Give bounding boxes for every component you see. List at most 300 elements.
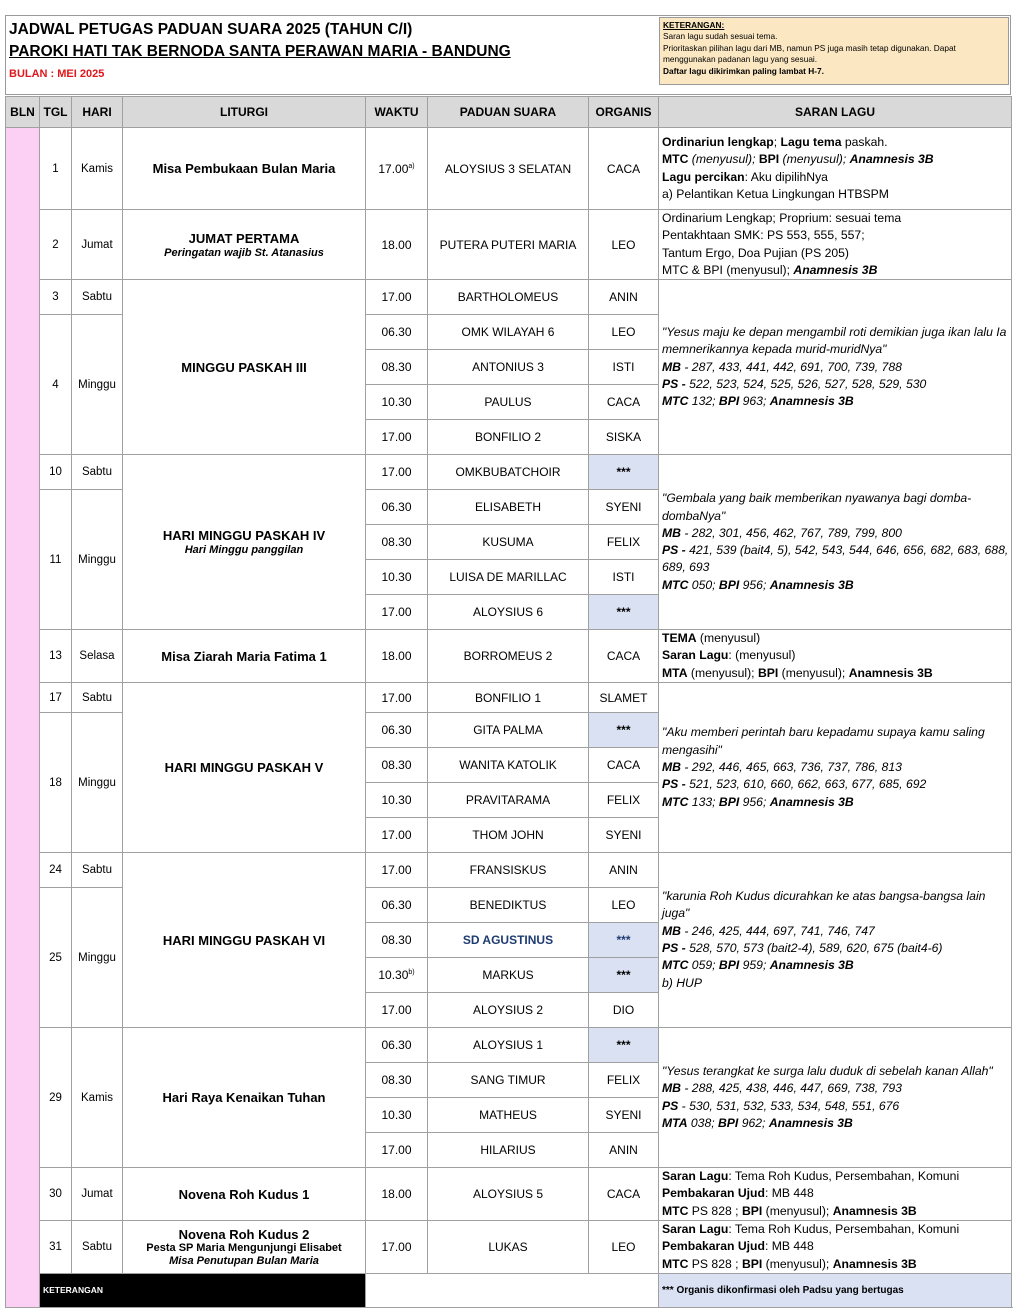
liturgy-cell: [123, 210, 366, 280]
col-header-tgl: TGL: [40, 97, 72, 128]
suggestion-line: [662, 794, 1011, 811]
suggestion-text: : MB 448: [764, 1239, 814, 1254]
choir-cell: ANTONIUS 3: [428, 350, 589, 385]
choir-cell: BONFILIO 2: [428, 420, 589, 455]
suggestion-line: [662, 630, 1011, 647]
suggestion-bold: MTC: [662, 1203, 689, 1218]
notes-line: Saran lagu sudah sesuai tema.: [663, 31, 778, 42]
suggestion-bold: MTC: [662, 1256, 689, 1271]
suggestion-bold: MB: [662, 759, 681, 774]
liturgy-title: Novena Roh Kudus 2: [178, 1226, 310, 1242]
song-suggestion-cell: [659, 683, 1012, 853]
organist-cell: FELIX: [589, 783, 659, 818]
organist-cell: CACA: [589, 630, 659, 683]
suggestion-text: (menyusul): [696, 631, 761, 646]
suggestion-theme: "Yesus terangkat ke surga lalu duduk di sebelah kanan Allah": [662, 1063, 993, 1078]
time-value: 10.30: [378, 968, 409, 983]
choir-cell: MATHEUS: [428, 1098, 589, 1133]
suggestion-text: 528, 570, 573 (bait2-4), 589, 620, 675 (bait4-6): [685, 941, 943, 956]
choir-cell: ALOYSIUS 5: [428, 1168, 589, 1221]
suggestion-text: 421, 539 (bait4, 5), 542, 543, 544, 646, 656, 682, 683, 688, 689, 693: [662, 543, 1009, 575]
suggestion-line: Ordinarium Lengkap; Proprium: sesuai tema: [662, 211, 902, 225]
suggestion-text: PS 828 ;: [688, 1256, 742, 1271]
suggestion-line: [662, 134, 1011, 151]
time-cell: 17.00: [366, 455, 428, 490]
choir-cell: PRAVITARAMA: [428, 783, 589, 818]
suggestion-line: [662, 1238, 1011, 1255]
day-cell: Sabtu: [72, 683, 123, 713]
suggestion-text: (menyusul);: [762, 1256, 833, 1271]
time-value: 17.00: [378, 161, 409, 176]
song-suggestion-cell: [659, 210, 1012, 280]
liturgy-cell: HARI MINGGU PASKAH VI: [123, 853, 366, 1028]
organist-cell: ANIN: [589, 280, 659, 315]
day-cell: Jumat: [72, 210, 123, 280]
time-cell: 17.00: [366, 1220, 428, 1273]
suggestion-text: : Tema Roh Kudus, Persembahan, Komuni: [728, 1169, 960, 1184]
suggestion-line: [662, 1098, 1011, 1115]
organist-cell: CACA: [589, 1168, 659, 1221]
suggestion-bold: Anamnesis 3B: [769, 577, 854, 592]
col-header-liturgi: LITURGI: [123, 97, 366, 128]
day-cell: Jumat: [72, 1168, 123, 1221]
time-cell: [366, 958, 428, 993]
suggestion-text: - 530, 531, 532, 533, 534, 548, 551, 676: [678, 1098, 900, 1113]
choir-cell: WANITA KATOLIK: [428, 748, 589, 783]
notes-line-deadline: Daftar lagu dikirimkan paling lambat H-7.: [663, 65, 824, 76]
suggestion-text: 522, 523, 524, 525, 526, 527, 528, 529, 530: [685, 376, 927, 391]
day-cell: Kamis: [72, 1028, 123, 1168]
table-row: [6, 455, 1012, 490]
suggestion-text: (menyusul);: [688, 152, 759, 167]
date-cell: 3: [40, 280, 72, 315]
month-label: BULAN : MEI 2025: [9, 68, 105, 80]
liturgy-subtitle: Hari Minggu panggilan: [184, 544, 304, 557]
suggestion-text: (menyusul);: [778, 665, 849, 680]
liturgy-subtitle: Peringatan wajib St. Atanasius: [164, 246, 324, 259]
suggestion-text: (menyusul);: [779, 152, 850, 167]
suggestion-bold: Anamnesis 3B: [768, 1115, 853, 1130]
organist-cell: LEO: [589, 888, 659, 923]
time-footnote: b): [408, 969, 415, 977]
date-cell: 24: [40, 853, 72, 888]
suggestion-bold: MTC: [662, 794, 689, 809]
time-cell: 17.00: [366, 993, 428, 1028]
organist-cell-unconfirmed: ***: [589, 923, 659, 958]
col-header-saran-lagu: SARAN LAGU: [659, 97, 1012, 128]
time-cell: 06.30: [366, 315, 428, 350]
choir-cell: ALOYSIUS 1: [428, 1028, 589, 1063]
organist-cell: ANIN: [589, 1133, 659, 1168]
table-row: [6, 1168, 1012, 1221]
suggestion-bold: TEMA: [662, 631, 697, 646]
song-suggestion-cell: [659, 853, 1012, 1028]
suggestion-bold: BPI: [718, 794, 740, 809]
liturgy-subtitle: Pesta SP Maria Mengunjungi Elisabet: [146, 1241, 342, 1254]
suggestion-bold: MTC: [662, 577, 689, 592]
choir-cell: GITA PALMA: [428, 713, 589, 748]
suggestion-text: : (menyusul): [728, 648, 796, 663]
suggestion-line: [662, 359, 1011, 376]
suggestion-line: [662, 525, 1011, 542]
organist-cell-unconfirmed: ***: [589, 713, 659, 748]
suggestion-bold: Saran Lagu: [662, 648, 729, 663]
date-cell: 30: [40, 1168, 72, 1221]
organist-cell: LEO: [589, 210, 659, 280]
date-cell: 25: [40, 888, 72, 1028]
suggestion-line: b) HUP: [662, 975, 702, 990]
choir-cell: SD AGUSTINUS: [428, 923, 589, 958]
date-cell: 11: [40, 490, 72, 630]
col-header-bln: BLN: [6, 97, 40, 128]
organist-cell: FELIX: [589, 1063, 659, 1098]
time-cell: 08.30: [366, 748, 428, 783]
suggestion-bold: Anamnesis 3B: [793, 262, 878, 277]
suggestion-bold: Ordinariun lengkap: [662, 134, 774, 149]
choir-cell: LUISA DE MARILLAC: [428, 560, 589, 595]
time-cell: 10.30: [366, 783, 428, 818]
suggestion-line: [662, 393, 1011, 410]
time-cell: 17.00: [366, 1133, 428, 1168]
suggestion-text: - 282, 301, 456, 462, 767, 789, 799, 800: [680, 525, 902, 540]
suggestion-theme: "Gembala yang baik memberikan nyawanya bagi domba-dombaNya": [662, 491, 972, 523]
suggestion-line: [662, 1203, 1011, 1220]
suggestion-text: 959;: [739, 958, 770, 973]
liturgy-title: HARI MINGGU PASKAH IV: [162, 528, 326, 544]
time-cell: 10.30: [366, 560, 428, 595]
suggestion-bold: MB: [662, 525, 681, 540]
day-cell: Sabtu: [72, 280, 123, 315]
suggestion-line: [662, 1221, 1011, 1238]
organist-cell: LEO: [589, 1220, 659, 1273]
table-row: [6, 1028, 1012, 1063]
liturgy-subtitle: Misa Penutupan Bulan Maria: [169, 1254, 319, 1267]
footer-label: KETERANGAN: [40, 1273, 366, 1307]
song-suggestion-cell: [659, 280, 1012, 455]
document-header: [5, 15, 1011, 95]
suggestion-bold: BPI: [757, 665, 779, 680]
organist-cell-unconfirmed: ***: [589, 958, 659, 993]
suggestion-line: [662, 151, 1011, 168]
choir-cell: ELISABETH: [428, 490, 589, 525]
suggestion-line: [662, 577, 1011, 594]
time-cell: 10.30: [366, 1098, 428, 1133]
organist-cell: CACA: [589, 385, 659, 420]
liturgy-cell: HARI MINGGU PASKAH V: [123, 683, 366, 853]
organist-cell: SYENI: [589, 1098, 659, 1133]
suggestion-text: - 287, 433, 441, 442, 691, 700, 739, 788: [680, 359, 902, 374]
song-suggestion-cell: [659, 1168, 1012, 1221]
suggestion-theme: "Aku memberi perintah baru kepadamu supaya kamu saling mengasihi": [662, 725, 985, 757]
organist-cell: CACA: [589, 128, 659, 210]
col-header-hari: HARI: [72, 97, 123, 128]
col-header-organis: ORGANIS: [589, 97, 659, 128]
time-cell: [366, 128, 428, 210]
suggestion-bold: Anamnesis 3B: [848, 665, 933, 680]
organist-cell: SYENI: [589, 490, 659, 525]
suggestion-line: [662, 759, 1011, 776]
suggestion-line: [662, 169, 1011, 186]
suggestion-bold: BPI: [741, 1256, 763, 1271]
suggestion-bold: PS -: [662, 376, 686, 391]
suggestion-bold: MTC: [662, 958, 689, 973]
choir-cell: PUTERA PUTERI MARIA: [428, 210, 589, 280]
suggestion-line: [662, 1168, 1011, 1185]
suggestion-text: : Aku dipilihNya: [744, 169, 828, 184]
time-cell: 17.00: [366, 853, 428, 888]
time-cell: 06.30: [366, 1028, 428, 1063]
organist-cell: ISTI: [589, 560, 659, 595]
suggestion-bold: MB: [662, 359, 681, 374]
date-cell: 13: [40, 630, 72, 683]
time-cell: 08.30: [366, 525, 428, 560]
suggestion-bold: Pembakaran Ujud: [662, 1239, 765, 1254]
suggestion-text: 133;: [688, 794, 719, 809]
choir-cell: PAULUS: [428, 385, 589, 420]
suggestion-text: MTC & BPI (menyusul);: [662, 262, 794, 277]
suggestion-bold: BPI: [718, 958, 740, 973]
day-cell: Minggu: [72, 315, 123, 455]
organist-cell: SISKA: [589, 420, 659, 455]
suggestion-line: [662, 1080, 1011, 1097]
suggestion-line: [662, 665, 1011, 682]
table-row: [6, 210, 1012, 280]
suggestion-bold: MB: [662, 923, 681, 938]
suggestion-line: [662, 376, 1011, 393]
suggestion-bold: PS -: [662, 543, 686, 558]
footer-row: [6, 1273, 1012, 1307]
day-cell: Minggu: [72, 888, 123, 1028]
day-cell: Sabtu: [72, 1220, 123, 1273]
choir-cell: FRANSISKUS: [428, 853, 589, 888]
suggestion-bold: Saran Lagu: [662, 1221, 729, 1236]
choir-cell: BONFILIO 1: [428, 683, 589, 713]
suggestion-bold: MTC: [662, 152, 689, 167]
song-suggestion-cell: [659, 1028, 1012, 1168]
liturgy-cell: Misa Ziarah Maria Fatima 1: [123, 630, 366, 683]
organist-cell: DIO: [589, 993, 659, 1028]
suggestion-line: [662, 776, 1011, 793]
liturgy-cell: Novena Roh Kudus 1: [123, 1168, 366, 1221]
suggestion-bold: MB: [662, 1081, 681, 1096]
song-suggestion-cell: [659, 630, 1012, 683]
suggestion-line: a) Pelantikan Ketua Lingkungan HTBSPM: [662, 186, 889, 201]
liturgy-title: JUMAT PERTAMA: [188, 230, 300, 246]
date-cell: 31: [40, 1220, 72, 1273]
time-cell: 08.30: [366, 923, 428, 958]
choir-cell: ALOYSIUS 3 SELATAN: [428, 128, 589, 210]
date-cell: 4: [40, 315, 72, 455]
time-cell: 08.30: [366, 1063, 428, 1098]
organist-cell: CACA: [589, 748, 659, 783]
organist-cell: SLAMET: [589, 683, 659, 713]
suggestion-bold: BPI: [718, 577, 740, 592]
suggestion-bold: BPI: [718, 1115, 739, 1130]
footer-note: *** Organis dikonfirmasi oleh Padsu yang bertugas: [659, 1273, 1012, 1307]
suggestion-text: - 246, 425, 444, 697, 741, 746, 747: [680, 923, 875, 938]
suggestion-text: 521, 523, 610, 660, 662, 663, 677, 685, 692: [685, 777, 927, 792]
title-line-2: PAROKI HATI TAK BERNODA SANTA PERAWAN MARIA - BANDUNG: [9, 43, 511, 60]
suggestion-line: Tantum Ergo, Doa Pujian (PS 205): [662, 245, 849, 260]
date-cell: 1: [40, 128, 72, 210]
time-cell: 06.30: [366, 490, 428, 525]
col-header-waktu: WAKTU: [366, 97, 428, 128]
choir-cell: BENEDIKTUS: [428, 888, 589, 923]
suggestion-line: [662, 647, 1011, 664]
table-row: [6, 128, 1012, 210]
suggestion-bold: PS -: [662, 777, 686, 792]
suggestion-line: [662, 262, 1011, 279]
time-cell: 18.00: [366, 630, 428, 683]
suggestion-text: - 288, 425, 438, 446, 447, 669, 738, 793: [680, 1081, 902, 1096]
organist-cell-unconfirmed: ***: [589, 1028, 659, 1063]
time-cell: 17.00: [366, 595, 428, 630]
suggestion-line: Pentakhtaan SMK: PS 553, 555, 557;: [662, 228, 865, 243]
suggestion-text: 059;: [688, 958, 719, 973]
suggestion-bold: Anamnesis 3B: [769, 394, 854, 409]
suggestion-line: [662, 1256, 1011, 1273]
time-cell: 06.30: [366, 888, 428, 923]
liturgy-cell: [123, 455, 366, 630]
suggestion-bold: BPI: [758, 152, 780, 167]
day-cell: Sabtu: [72, 853, 123, 888]
suggestion-text: 963;: [739, 394, 770, 409]
suggestion-text: (menyusul);: [762, 1203, 833, 1218]
table-row: [6, 683, 1012, 713]
choir-cell: KUSUMA: [428, 525, 589, 560]
suggestion-text: 956;: [739, 577, 770, 592]
footer-blank: [366, 1273, 659, 1307]
liturgy-cell: Hari Raya Kenaikan Tuhan: [123, 1028, 366, 1168]
suggestion-line: [662, 957, 1011, 974]
suggestion-text: (menyusul);: [687, 665, 758, 680]
suggestion-theme: "Yesus maju ke depan mengambil roti demikian juga ikan lalu Ia memnerikannya kepada murid-muridNya": [662, 324, 1007, 357]
organist-cell: ANIN: [589, 853, 659, 888]
suggestion-bold: PS -: [662, 941, 686, 956]
table-row: [6, 1220, 1012, 1273]
suggestion-text: 132;: [688, 394, 719, 409]
notes-line: Prioritaskan pilihan lagu dari MB, namun PS juga masih tetap digunakan. Dapat menggunakan padanan lagu yang sesuai.: [663, 42, 956, 65]
month-band: [6, 128, 40, 1308]
title-line-1: JADWAL PETUGAS PADUAN SUARA 2025 (TAHUN C/I): [9, 21, 413, 38]
liturgy-cell: Misa Pembukaan Bulan Maria: [123, 128, 366, 210]
time-cell: 18.00: [366, 1168, 428, 1221]
suggestion-bold: BPI: [741, 1203, 763, 1218]
song-suggestion-cell: [659, 128, 1012, 210]
suggestion-text: paskah.: [841, 134, 888, 149]
suggestion-text: : MB 448: [764, 1186, 814, 1201]
table-row: [6, 853, 1012, 888]
time-footnote: a): [408, 162, 415, 170]
time-cell: 06.30: [366, 713, 428, 748]
suggestion-text: 956;: [739, 794, 770, 809]
date-cell: 29: [40, 1028, 72, 1168]
choir-cell: SANG TIMUR: [428, 1063, 589, 1098]
song-suggestion-cell: [659, 455, 1012, 630]
suggestion-bold: MTA: [662, 1115, 688, 1130]
suggestion-line: [662, 940, 1011, 957]
suggestion-text: PS 828 ;: [688, 1203, 742, 1218]
choir-cell: HILARIUS: [428, 1133, 589, 1168]
suggestion-bold: Anamnesis 3B: [849, 152, 934, 167]
choir-cell: MARKUS: [428, 958, 589, 993]
table-row: [6, 630, 1012, 683]
day-cell: Sabtu: [72, 455, 123, 490]
date-cell: 18: [40, 713, 72, 853]
organist-cell: SYENI: [589, 818, 659, 853]
suggestion-line: [662, 1115, 1011, 1132]
suggestion-bold: Anamnesis 3B: [832, 1256, 917, 1271]
notes-title: KETERANGAN:: [663, 20, 725, 30]
suggestion-bold: MTC: [662, 394, 689, 409]
day-cell: Minggu: [72, 713, 123, 853]
choir-cell: ALOYSIUS 2: [428, 993, 589, 1028]
suggestion-theme: "karunia Roh Kudus dicurahkan ke atas bangsa-bangsa lain juga": [662, 889, 986, 921]
suggestion-bold: MTA: [662, 665, 688, 680]
schedule-sheet: [5, 15, 1011, 1302]
choir-cell: BORROMEUS 2: [428, 630, 589, 683]
time-cell: 10.30: [366, 385, 428, 420]
suggestion-bold: Anamnesis 3B: [769, 958, 854, 973]
date-cell: 2: [40, 210, 72, 280]
choir-cell: ALOYSIUS 6: [428, 595, 589, 630]
day-cell: Kamis: [72, 128, 123, 210]
suggestion-text: ;: [773, 134, 781, 149]
time-cell: 17.00: [366, 683, 428, 713]
organist-cell: LEO: [589, 315, 659, 350]
organist-cell: ISTI: [589, 350, 659, 385]
suggestion-text: : Tema Roh Kudus, Persembahan, Komuni: [728, 1221, 960, 1236]
suggestion-text: - 292, 446, 465, 663, 736, 737, 786, 813: [680, 759, 902, 774]
choir-cell: THOM JOHN: [428, 818, 589, 853]
suggestion-bold: Anamnesis 3B: [769, 794, 854, 809]
choir-cell: LUKAS: [428, 1220, 589, 1273]
organist-cell: FELIX: [589, 525, 659, 560]
suggestion-bold: PS: [662, 1098, 679, 1113]
suggestion-text: 050;: [688, 577, 719, 592]
time-cell: 08.30: [366, 350, 428, 385]
date-cell: 17: [40, 683, 72, 713]
table-header-row: [6, 97, 1012, 128]
suggestion-bold: BPI: [718, 394, 740, 409]
suggestion-bold: Lagu tema: [780, 134, 842, 149]
notes-box: [659, 17, 1009, 85]
time-cell: 17.00: [366, 818, 428, 853]
day-cell: Selasa: [72, 630, 123, 683]
choir-cell: BARTHOLOMEUS: [428, 280, 589, 315]
suggestion-text: 038;: [687, 1115, 718, 1130]
suggestion-bold: Lagu percikan: [662, 169, 745, 184]
liturgy-cell: MINGGU PASKAH III: [123, 280, 366, 455]
organist-cell-unconfirmed: ***: [589, 455, 659, 490]
suggestion-text: 962;: [738, 1115, 769, 1130]
liturgy-cell: [123, 1220, 366, 1273]
time-cell: 17.00: [366, 420, 428, 455]
organist-cell-unconfirmed: ***: [589, 595, 659, 630]
choir-cell: OMK WILAYAH 6: [428, 315, 589, 350]
time-cell: 18.00: [366, 210, 428, 280]
suggestion-line: [662, 542, 1011, 577]
date-cell: 10: [40, 455, 72, 490]
schedule-table: [5, 96, 1012, 1308]
suggestion-bold: Saran Lagu: [662, 1169, 729, 1184]
col-header-paduan-suara: PADUAN SUARA: [428, 97, 589, 128]
suggestion-line: [662, 923, 1011, 940]
day-cell: Minggu: [72, 490, 123, 630]
table-row: [6, 280, 1012, 315]
song-suggestion-cell: [659, 1220, 1012, 1273]
suggestion-line: [662, 1185, 1011, 1202]
